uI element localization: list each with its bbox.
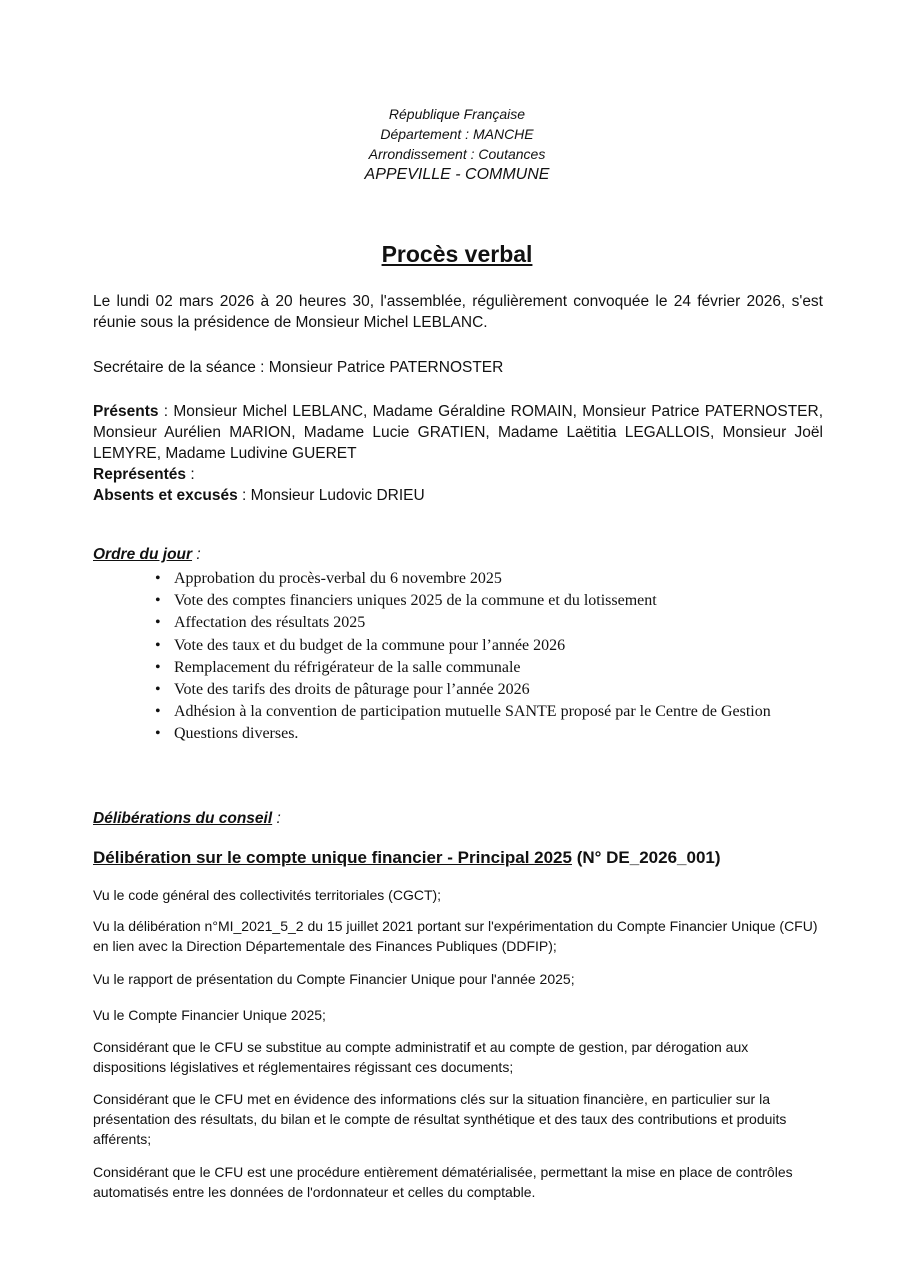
- bullet-icon: •: [155, 703, 161, 721]
- bullet-icon: •: [155, 725, 161, 743]
- list-item: • Questions diverses.: [155, 723, 835, 745]
- deliberation-paragraph: Considérant que le CFU met en évidence des informations clés sur la situation financière, en particulier sur la présentation des résultats, du bilan et le compte de résultat synthétique et des taux des contributions et produits afférents;: [93, 1091, 787, 1147]
- absent-label: Absents et excusés: [93, 487, 238, 504]
- header-department: Département : MANCHE: [380, 126, 534, 142]
- present-label: Présents: [93, 403, 159, 420]
- deliberation-number: (N° DE_2026_001): [571, 848, 721, 867]
- header-republic: République Française: [388, 106, 526, 122]
- deliberation-title: [93, 848, 853, 868]
- attendance-represented: [93, 464, 823, 485]
- intro-paragraph: Le lundi 02 mars 2026 à 20 heures 30, l'assemblée, régulièrement convoquée le 24 février 2026, s'est réunie sous la présidence de Monsieur Michel LEBLANC.: [93, 293, 823, 331]
- bullet-icon: •: [155, 592, 161, 610]
- bullet-icon: •: [155, 614, 161, 632]
- header-arrondissement: Arrondissement : Coutances: [368, 146, 546, 162]
- bullet-icon: •: [155, 636, 161, 654]
- bullet-icon: •: [155, 658, 161, 676]
- bullet-icon: •: [155, 570, 161, 587]
- letterhead: [0, 104, 900, 185]
- deliberations-label: Délibérations du conseil: [93, 810, 273, 827]
- attendance-absent: [93, 485, 823, 506]
- present-names: : Monsieur Michel LEBLANC, Madame Géraldine ROMAIN, Monsieur Patrice PATERNOSTER, Monsieur Aurélien MARION, Madame Lucie GRATIEN, Madame Laëtitia LEGALLOIS, Monsieur Joël LEMYRE, Madame Ludivine GUERET: [93, 403, 823, 462]
- bullet-icon: •: [155, 680, 161, 698]
- deliberation-paragraph: Vu le rapport de présentation du Compte Financier Unique pour l'année 2025;: [93, 971, 575, 987]
- deliberation-paragraph: Vu la délibération n°MI_2021_5_2 du 15 juillet 2021 portant sur l'expérimentation du Compte Financier Unique (CFU) en lien avec la Direction Départementale des Finances Publiques (DDFIP);: [93, 918, 818, 954]
- deliberation-paragraph: Vu le Compte Financier Unique 2025;: [93, 1007, 326, 1023]
- agenda-list: [155, 568, 835, 746]
- agenda-heading: [93, 544, 823, 565]
- list-item: • Remplacement du réfrigérateur de la salle communale: [155, 657, 835, 679]
- agenda-colon: :: [192, 546, 201, 563]
- deliberation-paragraph: Considérant que le CFU est une procédure entièrement dématérialisée, permettant la mise en place de contrôles automatisés entre les données de l'ordonnateur et celles du comptable.: [93, 1164, 793, 1200]
- deliberation-paragraph: Vu le code général des collectivités territoriales (CGCT);: [93, 887, 442, 903]
- list-item: • Adhésion à la convention de participation mutuelle SANTE proposé par le Centre de Gestion: [155, 701, 835, 723]
- list-item: • Approbation du procès-verbal du 6 novembre 2025: [155, 568, 835, 590]
- absent-names: : Monsieur Ludovic DRIEU: [237, 487, 425, 504]
- represented-label: Représentés: [93, 466, 187, 483]
- header-commune: APPEVILLE - COMMUNE: [364, 166, 550, 183]
- list-item: • Vote des tarifs des droits de pâturage pour l’année 2026: [155, 679, 835, 701]
- list-item: • Vote des taux et du budget de la commune pour l’année 2026: [155, 635, 835, 657]
- deliberation-title-text: Délibération sur le compte unique financier - Principal 2025: [93, 848, 572, 867]
- represented-names: :: [186, 466, 195, 483]
- agenda-label: Ordre du jour: [93, 546, 193, 563]
- attendance-present: [93, 401, 823, 464]
- deliberations-heading: [93, 808, 823, 829]
- list-item: • Affectation des résultats 2025: [155, 612, 835, 634]
- list-item: • Vote des comptes financiers uniques 2025 de la commune et du lotissement: [155, 590, 835, 612]
- deliberations-colon: :: [272, 810, 281, 827]
- secretary-line: Secrétaire de la séance : Monsieur Patrice PATERNOSTER: [93, 359, 504, 376]
- deliberation-paragraph: Considérant que le CFU se substitue au compte administratif et au compte de gestion, par dérogation aux dispositions législatives et réglementaires régissant ces documents;: [93, 1039, 749, 1075]
- page-title: Procès verbal: [381, 241, 533, 267]
